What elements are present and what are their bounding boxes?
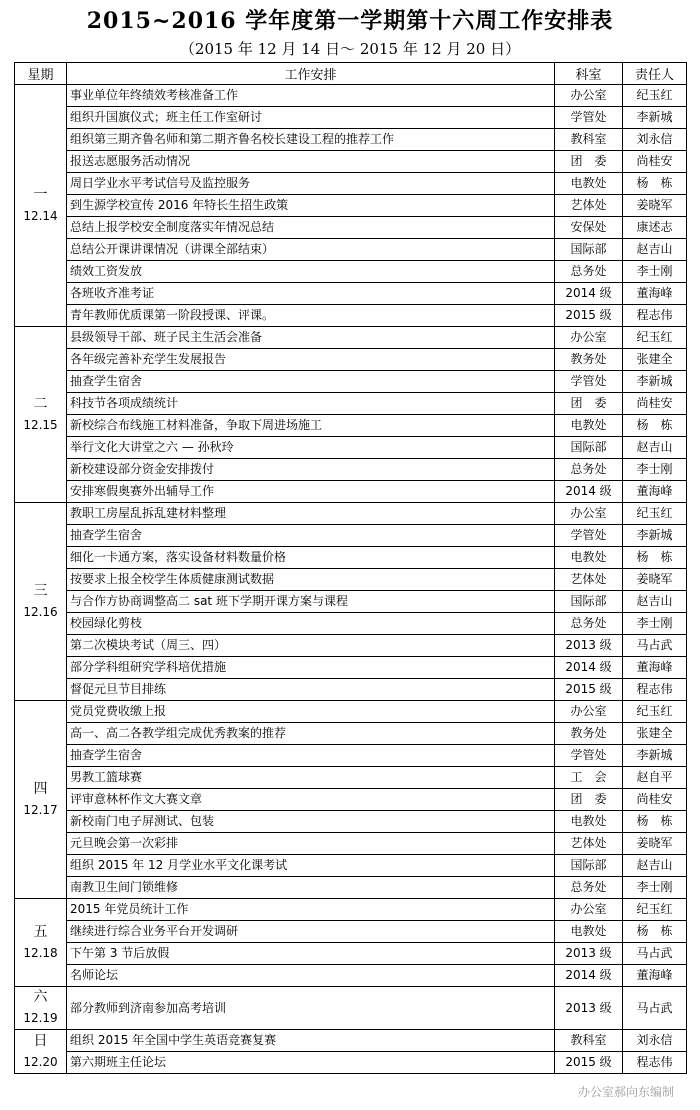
person-cell: 赵吉山 xyxy=(623,855,687,877)
task-cell: 组织升国旗仪式；班主任工作室研讨 xyxy=(67,107,555,129)
task-cell: 组织 2015 年 12 月学业水平文化课考试 xyxy=(67,855,555,877)
dept-cell: 办公室 xyxy=(555,701,623,723)
table-row xyxy=(15,129,687,151)
day-date: 12.19 xyxy=(23,1011,58,1025)
task-cell: 下午第 3 节后放假 xyxy=(67,943,555,965)
dept-cell: 国际部 xyxy=(555,855,623,877)
table-row xyxy=(15,305,687,327)
dept-cell: 2014 级 xyxy=(555,283,623,305)
person-cell: 纪玉红 xyxy=(623,327,687,349)
person-cell: 姜晓军 xyxy=(623,569,687,591)
dept-cell: 艺体处 xyxy=(555,833,623,855)
day-name: 四 xyxy=(33,780,48,797)
dept-cell: 电教处 xyxy=(555,921,623,943)
task-cell: 继续进行综合业务平台开发调研 xyxy=(67,921,555,943)
person-cell: 马占武 xyxy=(623,987,687,1030)
dept-cell: 2014 级 xyxy=(555,657,623,679)
task-cell: 第六期班主任论坛 xyxy=(67,1052,555,1074)
person-cell: 李新城 xyxy=(623,745,687,767)
person-cell: 杨 栋 xyxy=(623,415,687,437)
person-cell: 程志伟 xyxy=(623,305,687,327)
dept-cell: 2015 级 xyxy=(555,679,623,701)
date-range-subtitle: （2015 年 12 月 14 日～ 2015 年 12 月 20 日） xyxy=(179,40,521,58)
table-row xyxy=(15,745,687,767)
task-cell: 细化一卡通方案，落实设备材料数量价格 xyxy=(67,547,555,569)
person-cell: 李士刚 xyxy=(623,261,687,283)
person-cell: 杨 栋 xyxy=(623,811,687,833)
table-row xyxy=(15,261,687,283)
dept-cell: 电教处 xyxy=(555,547,623,569)
person-cell: 李新城 xyxy=(623,525,687,547)
person-cell: 董海峰 xyxy=(623,283,687,305)
task-cell: 抽查学生宿舍 xyxy=(67,525,555,547)
dept-cell: 学管处 xyxy=(555,371,623,393)
dept-cell: 艺体处 xyxy=(555,569,623,591)
person-cell: 刘永信 xyxy=(623,129,687,151)
dept-cell: 办公室 xyxy=(555,85,623,107)
person-cell: 刘永信 xyxy=(623,1030,687,1052)
day-name: 五 xyxy=(33,923,48,940)
table-row xyxy=(15,591,687,613)
dept-cell: 总务处 xyxy=(555,459,623,481)
day-cell xyxy=(15,85,67,327)
table-row xyxy=(15,195,687,217)
dept-cell: 总务处 xyxy=(555,613,623,635)
dept-cell: 2014 级 xyxy=(555,481,623,503)
dept-cell: 团 委 xyxy=(555,789,623,811)
table-row xyxy=(15,525,687,547)
person-cell: 赵吉山 xyxy=(623,591,687,613)
day-cell xyxy=(15,503,67,701)
task-cell: 到生源学校宣传 2016 年特长生招生政策 xyxy=(67,195,555,217)
task-cell: 各年级完善补充学生发展报告 xyxy=(67,349,555,371)
task-cell: 部分学科组研究学科培优措施 xyxy=(67,657,555,679)
person-cell: 张建全 xyxy=(623,723,687,745)
dept-cell: 教科室 xyxy=(555,1030,623,1052)
person-cell: 尚桂安 xyxy=(623,393,687,415)
person-cell: 董海峰 xyxy=(623,965,687,987)
task-cell: 2015 年党员统计工作 xyxy=(67,899,555,921)
person-cell: 尚桂安 xyxy=(623,151,687,173)
header-day: 星期 xyxy=(15,63,67,85)
person-cell: 尚桂安 xyxy=(623,789,687,811)
person-cell: 姜晓军 xyxy=(623,195,687,217)
task-cell: 科技节各项成绩统计 xyxy=(67,393,555,415)
dept-cell: 教务处 xyxy=(555,349,623,371)
dept-cell: 办公室 xyxy=(555,503,623,525)
person-cell: 李士刚 xyxy=(623,459,687,481)
task-cell: 名师论坛 xyxy=(67,965,555,987)
person-cell: 李士刚 xyxy=(623,877,687,899)
dept-cell: 学管处 xyxy=(555,107,623,129)
dept-cell: 2015 级 xyxy=(555,1052,623,1074)
task-cell: 县级领导干部、班子民主生活会准备 xyxy=(67,327,555,349)
dept-cell: 2014 级 xyxy=(555,965,623,987)
table-row xyxy=(15,371,687,393)
table-row xyxy=(15,173,687,195)
schedule-body xyxy=(15,85,687,1074)
person-cell: 杨 栋 xyxy=(623,547,687,569)
task-cell: 抽查学生宿舍 xyxy=(67,371,555,393)
person-cell: 纪玉红 xyxy=(623,85,687,107)
table-row xyxy=(15,151,687,173)
day-date: 12.20 xyxy=(23,1054,58,1069)
day-date: 12.15 xyxy=(23,417,58,432)
task-cell: 部分教师到济南参加高考培训 xyxy=(67,987,555,1030)
person-cell: 程志伟 xyxy=(623,1052,687,1074)
person-cell: 董海峰 xyxy=(623,657,687,679)
task-cell: 组织第三期齐鲁名师和第二期齐鲁名校长建设工程的推荐工作 xyxy=(67,129,555,151)
day-date: 12.18 xyxy=(23,945,58,960)
task-cell: 评审意林杯作文大赛文章 xyxy=(67,789,555,811)
person-cell: 李新城 xyxy=(623,371,687,393)
day-name: 一 xyxy=(33,186,48,203)
person-cell: 董海峰 xyxy=(623,481,687,503)
dept-cell: 教务处 xyxy=(555,723,623,745)
table-row xyxy=(15,921,687,943)
person-cell: 赵吉山 xyxy=(623,437,687,459)
table-row xyxy=(15,349,687,371)
table-row xyxy=(15,613,687,635)
table-row xyxy=(15,833,687,855)
task-cell: 南教卫生间门锁维修 xyxy=(67,877,555,899)
table-row xyxy=(15,327,687,349)
dept-cell: 2015 级 xyxy=(555,305,623,327)
dept-cell: 办公室 xyxy=(555,899,623,921)
table-row xyxy=(15,767,687,789)
dept-cell: 国际部 xyxy=(555,591,623,613)
day-date: 12.17 xyxy=(23,802,58,817)
person-cell: 赵自平 xyxy=(623,767,687,789)
person-cell: 赵吉山 xyxy=(623,239,687,261)
dept-cell: 2013 级 xyxy=(555,987,623,1030)
table-row xyxy=(15,877,687,899)
page-title: 2015~2016 学年度第一学期第十六周工作安排表 xyxy=(86,8,614,34)
task-cell: 总结公开课讲课情况（讲课全部结束） xyxy=(67,239,555,261)
dept-cell: 工 会 xyxy=(555,767,623,789)
task-cell: 总结上报学校安全制度落实年情况总结 xyxy=(67,217,555,239)
dept-cell: 国际部 xyxy=(555,239,623,261)
task-cell: 组织 2015 年全国中学生英语竞赛复赛 xyxy=(67,1030,555,1052)
table-row xyxy=(15,789,687,811)
dept-cell: 2013 级 xyxy=(555,635,623,657)
table-row xyxy=(15,107,687,129)
task-cell: 事业单位年终绩效考核准备工作 xyxy=(67,85,555,107)
table-row xyxy=(15,965,687,987)
table-row xyxy=(15,635,687,657)
table-row xyxy=(15,701,687,723)
person-cell: 马占武 xyxy=(623,943,687,965)
table-row xyxy=(15,811,687,833)
table-row xyxy=(15,459,687,481)
dept-cell: 总务处 xyxy=(555,261,623,283)
table-row xyxy=(15,415,687,437)
dept-cell: 安保处 xyxy=(555,217,623,239)
task-cell: 党员党费收缴上报 xyxy=(67,701,555,723)
day-cell xyxy=(15,987,67,1030)
person-cell: 张建全 xyxy=(623,349,687,371)
person-cell: 姜晓军 xyxy=(623,833,687,855)
header-dept: 科室 xyxy=(555,63,623,85)
table-row xyxy=(15,1052,687,1074)
day-cell xyxy=(15,327,67,503)
day-cell xyxy=(15,701,67,899)
task-cell: 元旦晚会第一次彩排 xyxy=(67,833,555,855)
task-cell: 新校南门电子屏测试、包装 xyxy=(67,811,555,833)
table-row xyxy=(15,855,687,877)
table-row xyxy=(15,85,687,107)
day-date: 12.16 xyxy=(23,604,58,619)
person-cell: 马占武 xyxy=(623,635,687,657)
task-cell: 报送志愿服务活动情况 xyxy=(67,151,555,173)
task-cell: 新校综合布线施工材料准备，争取下周进场施工 xyxy=(67,415,555,437)
dept-cell: 国际部 xyxy=(555,437,623,459)
task-cell: 与合作方协商调整高二 sat 班下学期开课方案与课程 xyxy=(67,591,555,613)
task-cell: 举行文化大讲堂之六 — 孙秋玲 xyxy=(67,437,555,459)
table-row xyxy=(15,679,687,701)
dept-cell: 办公室 xyxy=(555,327,623,349)
task-cell: 各班收齐准考证 xyxy=(67,283,555,305)
task-cell: 安排寒假奥赛外出辅导工作 xyxy=(67,481,555,503)
table-row xyxy=(15,547,687,569)
table-row xyxy=(15,569,687,591)
table-row xyxy=(15,1030,687,1052)
person-cell: 杨 栋 xyxy=(623,173,687,195)
table-row xyxy=(15,239,687,261)
person-cell: 纪玉红 xyxy=(623,899,687,921)
dept-cell: 电教处 xyxy=(555,811,623,833)
table-row xyxy=(15,437,687,459)
header-task: 工作安排 xyxy=(67,63,555,85)
table-header-row xyxy=(15,63,687,85)
dept-cell: 团 委 xyxy=(555,393,623,415)
day-date: 12.14 xyxy=(23,208,58,223)
day-cell xyxy=(15,899,67,987)
table-row xyxy=(15,481,687,503)
dept-cell: 艺体处 xyxy=(555,195,623,217)
dept-cell: 教科室 xyxy=(555,129,623,151)
table-row xyxy=(15,503,687,525)
person-cell: 康述志 xyxy=(623,217,687,239)
dept-cell: 总务处 xyxy=(555,877,623,899)
day-name: 日 xyxy=(33,1032,48,1049)
task-cell: 新校建设部分资金安排拨付 xyxy=(67,459,555,481)
dept-cell: 电教处 xyxy=(555,415,623,437)
task-cell: 高一、高二各教学组完成优秀教案的推荐 xyxy=(67,723,555,745)
task-cell: 第二次模块考试（周三、四） xyxy=(67,635,555,657)
task-cell: 督促元旦节目排练 xyxy=(67,679,555,701)
dept-cell: 学管处 xyxy=(555,525,623,547)
dept-cell: 学管处 xyxy=(555,745,623,767)
dept-cell: 2013 级 xyxy=(555,943,623,965)
person-cell: 杨 栋 xyxy=(623,921,687,943)
table-row xyxy=(15,723,687,745)
table-row xyxy=(15,657,687,679)
table-row xyxy=(15,217,687,239)
day-name: 三 xyxy=(33,582,48,599)
day-cell xyxy=(15,1030,67,1074)
day-name: 六 xyxy=(33,989,48,1005)
person-cell: 李新城 xyxy=(623,107,687,129)
task-cell: 周日学业水平考试信号及监控服务 xyxy=(67,173,555,195)
task-cell: 男教工篮球赛 xyxy=(67,767,555,789)
person-cell: 李士刚 xyxy=(623,613,687,635)
dept-cell: 电教处 xyxy=(555,173,623,195)
person-cell: 纪玉红 xyxy=(623,701,687,723)
header-person: 责任人 xyxy=(623,63,687,85)
table-row xyxy=(15,283,687,305)
task-cell: 按要求上报全校学生体质健康测试数据 xyxy=(67,569,555,591)
table-row xyxy=(15,393,687,415)
dept-cell: 团 委 xyxy=(555,151,623,173)
table-row xyxy=(15,943,687,965)
task-cell: 抽查学生宿舍 xyxy=(67,745,555,767)
schedule-table xyxy=(14,62,687,1074)
person-cell: 程志伟 xyxy=(623,679,687,701)
person-cell: 纪玉红 xyxy=(623,503,687,525)
task-cell: 校园绿化剪枝 xyxy=(67,613,555,635)
day-name: 二 xyxy=(33,395,48,412)
table-row xyxy=(15,987,687,1030)
table-row xyxy=(15,899,687,921)
compiled-by-note: 办公室郝向东编制 xyxy=(577,1085,674,1099)
task-cell: 绩效工资发放 xyxy=(67,261,555,283)
task-cell: 教职工房屋乱拆乱建材料整理 xyxy=(67,503,555,525)
task-cell: 青年教师优质课第一阶段授课、评课。 xyxy=(67,305,555,327)
